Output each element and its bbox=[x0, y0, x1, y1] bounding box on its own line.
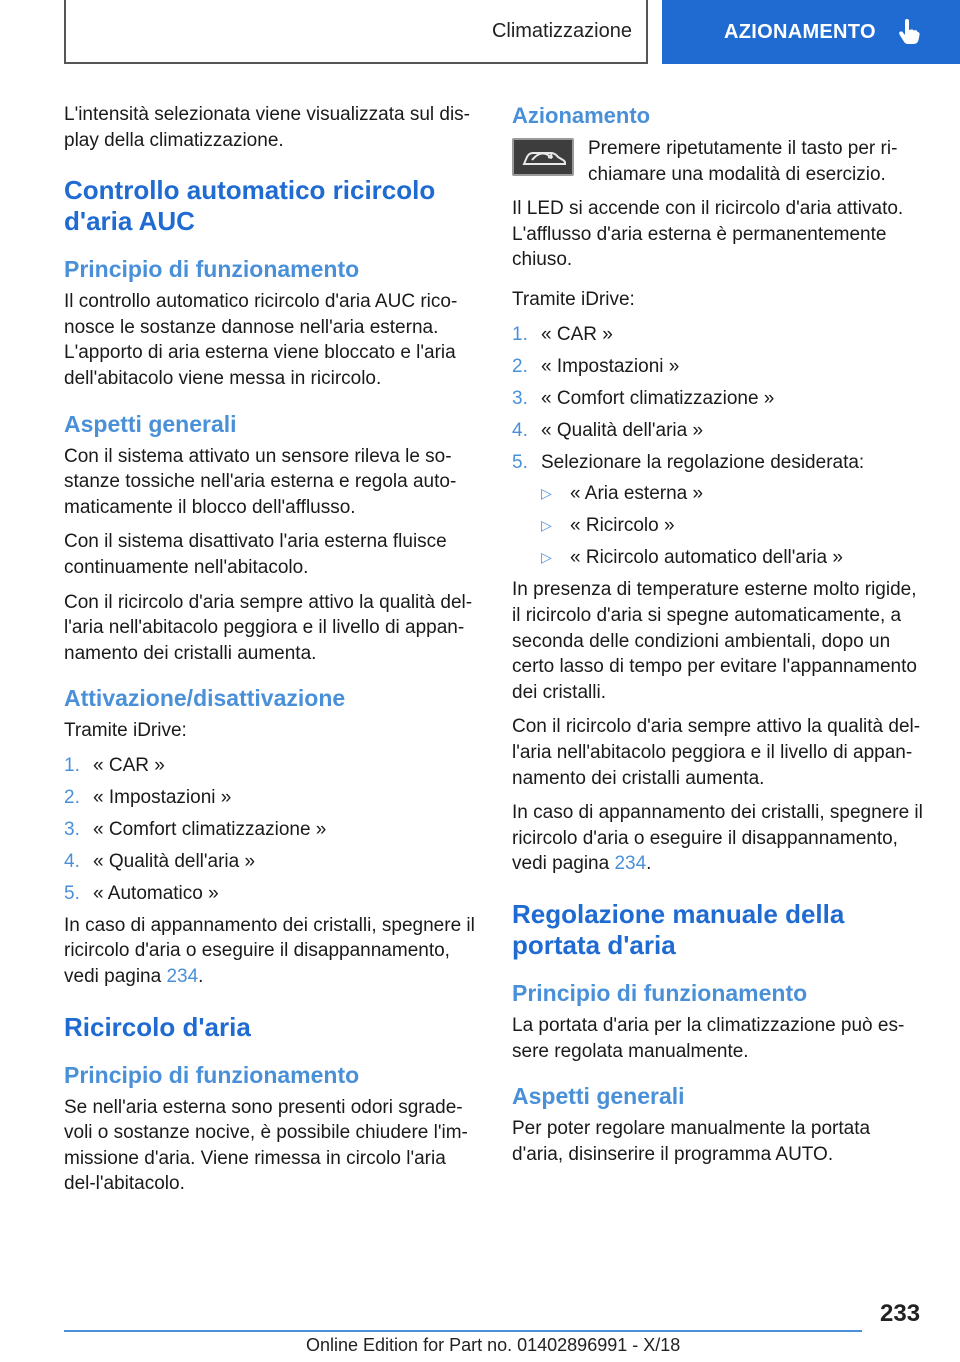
recirc-section-title: Ricircolo d'aria bbox=[64, 1011, 251, 1042]
step-number: 3. bbox=[512, 387, 528, 409]
step-number: 5. bbox=[512, 451, 528, 473]
operation-button-text: Premere ripetutamente il tasto per ri-chiamare una modalità di esercizio. bbox=[588, 138, 898, 185]
left-column bbox=[64, 102, 478, 1206]
fog-text: In caso di appannamento dei cristalli, spegnere il ricircolo d'aria o eseguire il disappannamento, vedi pagina bbox=[512, 802, 923, 875]
header-section-title: Climatizzazione bbox=[491, 19, 632, 42]
recirc-substeps bbox=[541, 481, 924, 571]
manual-section-title: Regolazione manuale della portata d'aria bbox=[512, 898, 845, 960]
idrive-intro: Tramite iDrive: bbox=[512, 288, 635, 310]
fog-text: In caso di appannamento dei cristalli, spegnere il ricircolo d'aria o eseguire il disappannamento, vedi pagina bbox=[64, 914, 475, 988]
manual-general-heading: Aspetti generali bbox=[512, 1083, 685, 1110]
manual-principle-heading: Principio di funzionamento bbox=[512, 979, 808, 1006]
list-item bbox=[541, 545, 924, 571]
step-number: 1. bbox=[512, 323, 528, 345]
page-number: 233 bbox=[880, 1300, 921, 1327]
list-item bbox=[64, 849, 478, 875]
auc-general-paragraph-2: Con il sistema disattivato l'aria esterna fluisce continuamente nell'abitacolo. bbox=[64, 531, 447, 578]
auc-principle-paragraph: Il controllo automatico ricircolo d'aria AUC rico-nosce le sostanze dannose nell'aria esterna. L'apporto di aria esterna viene bloccato e l'aria dell'abitacolo viene messa in ricircolo. bbox=[64, 291, 458, 389]
substep-text: « Aria esterna » bbox=[570, 483, 704, 505]
auc-general-heading: Aspetti generali bbox=[64, 410, 237, 437]
activation-steps bbox=[64, 753, 478, 907]
step-text: « CAR » bbox=[541, 323, 613, 345]
triangle-bullet-icon: ▷ bbox=[541, 549, 552, 566]
page-234-link[interactable]: 234 bbox=[166, 966, 199, 988]
manual-general-paragraph: Per poter regolare manualmente la portata d'aria, disinserire il programma AUTO. bbox=[512, 1118, 871, 1165]
recirc-button-row bbox=[512, 136, 924, 187]
step-number: 4. bbox=[512, 419, 528, 441]
list-item bbox=[512, 354, 924, 380]
auc-general-paragraph-3: Con il ricircolo d'aria sempre attivo la qualità del-l'aria nell'abitacolo peggiora e il livello di appan-namento dei cristalli aumenta. bbox=[64, 591, 473, 664]
header-section-tab bbox=[64, 0, 648, 64]
header-chapter-tab bbox=[662, 0, 960, 64]
auc-general-paragraph-1: Con il sistema attivato un sensore rileva le so-stanze tossiche nell'aria esterna e regola auto-maticamente il blocco dell'afflusso. bbox=[64, 445, 457, 518]
step-number: 3. bbox=[64, 818, 80, 840]
intro-paragraph: L'intensità selezionata viene visualizzata sul dis-play della climatizzazione. bbox=[64, 104, 471, 151]
list-item bbox=[541, 513, 924, 539]
step-text: « Impostazioni » bbox=[541, 355, 680, 377]
led-paragraph: Il LED si accende con il ricircolo d'aria attivato. L'afflusso d'aria esterna è permanentemente chiuso. bbox=[512, 198, 904, 271]
step-number: 1. bbox=[64, 754, 80, 776]
right-column bbox=[512, 102, 924, 1176]
list-item bbox=[64, 881, 478, 907]
list-item bbox=[541, 481, 924, 507]
step-text: « Qualità dell'aria » bbox=[541, 419, 704, 441]
step-text: « Automatico » bbox=[93, 882, 219, 904]
auc-principle-heading: Principio di funzionamento bbox=[64, 256, 360, 283]
quality-paragraph: Con il ricircolo d'aria sempre attivo la qualità del-l'aria nell'abitacolo peggiora e il livello di appan-namento dei cristalli aumenta. bbox=[512, 716, 921, 789]
step-number: 2. bbox=[512, 355, 528, 377]
operation-heading: Azionamento bbox=[512, 103, 651, 128]
pointing-hand-icon bbox=[898, 19, 920, 45]
step-number: 4. bbox=[64, 850, 80, 872]
cold-paragraph: In presenza di temperature esterne molto rigide, il ricircolo d'aria si spegne automaticamente, a seconda delle condizioni ambientali, dopo un certo lasso di tempo per evitare l'appannamento dei cristalli. bbox=[512, 579, 917, 703]
manual-principle-paragraph: La portata d'aria per la climatizzazione può es-sere regolata manualmente. bbox=[512, 1014, 905, 1062]
activation-heading: Attivazione/disattivazione bbox=[64, 685, 346, 712]
auc-section-title: Controllo automatico ricircolo d'aria AUC bbox=[64, 175, 436, 237]
substep-text: « Ricircolo » bbox=[570, 515, 675, 537]
list-item bbox=[64, 753, 478, 779]
fog-paragraph bbox=[512, 800, 924, 877]
fog-paragraph bbox=[64, 913, 478, 990]
recirculation-button-icon bbox=[512, 138, 574, 176]
activation-intro: Tramite iDrive: bbox=[64, 720, 187, 742]
triangle-bullet-icon: ▷ bbox=[541, 517, 552, 534]
fog-text-end: . bbox=[198, 966, 204, 988]
list-item bbox=[512, 322, 924, 348]
step-number: 2. bbox=[64, 786, 80, 808]
step-text: « CAR » bbox=[93, 754, 165, 776]
footer-divider bbox=[64, 1330, 862, 1332]
list-item bbox=[64, 817, 478, 843]
recirc-principle-heading: Principio di funzionamento bbox=[64, 1061, 360, 1088]
recirc-principle-paragraph: Se nell'aria esterna sono presenti odori sgrade-voli o sostanze nocive, è possibile chiudere l'im-missione d'aria. Viene rimessa in circolo l'aria del-l'abitacolo. bbox=[64, 1096, 468, 1195]
step-text: « Comfort climatizzazione » bbox=[541, 387, 775, 409]
step-text: Selezionare la regolazione desiderata: bbox=[541, 451, 865, 473]
list-item bbox=[512, 418, 924, 444]
list-item bbox=[512, 450, 924, 476]
list-item bbox=[64, 785, 478, 811]
page-234-link[interactable]: 234 bbox=[614, 853, 647, 875]
step-text: « Comfort climatizzazione » bbox=[93, 818, 327, 840]
header-chapter-title: AZIONAMENTO bbox=[724, 20, 876, 43]
step-text: « Impostazioni » bbox=[93, 786, 232, 808]
step-number: 5. bbox=[64, 882, 80, 904]
list-item bbox=[512, 386, 924, 412]
step-text: « Qualità dell'aria » bbox=[93, 850, 256, 872]
edition-note: Online Edition for Part no. 01402896991 - X/18 bbox=[306, 1335, 681, 1355]
substep-text: « Ricircolo automatico dell'aria » bbox=[570, 547, 843, 569]
triangle-bullet-icon: ▷ bbox=[541, 485, 552, 502]
recirc-steps bbox=[512, 322, 924, 476]
fog-text-end: . bbox=[646, 853, 652, 875]
